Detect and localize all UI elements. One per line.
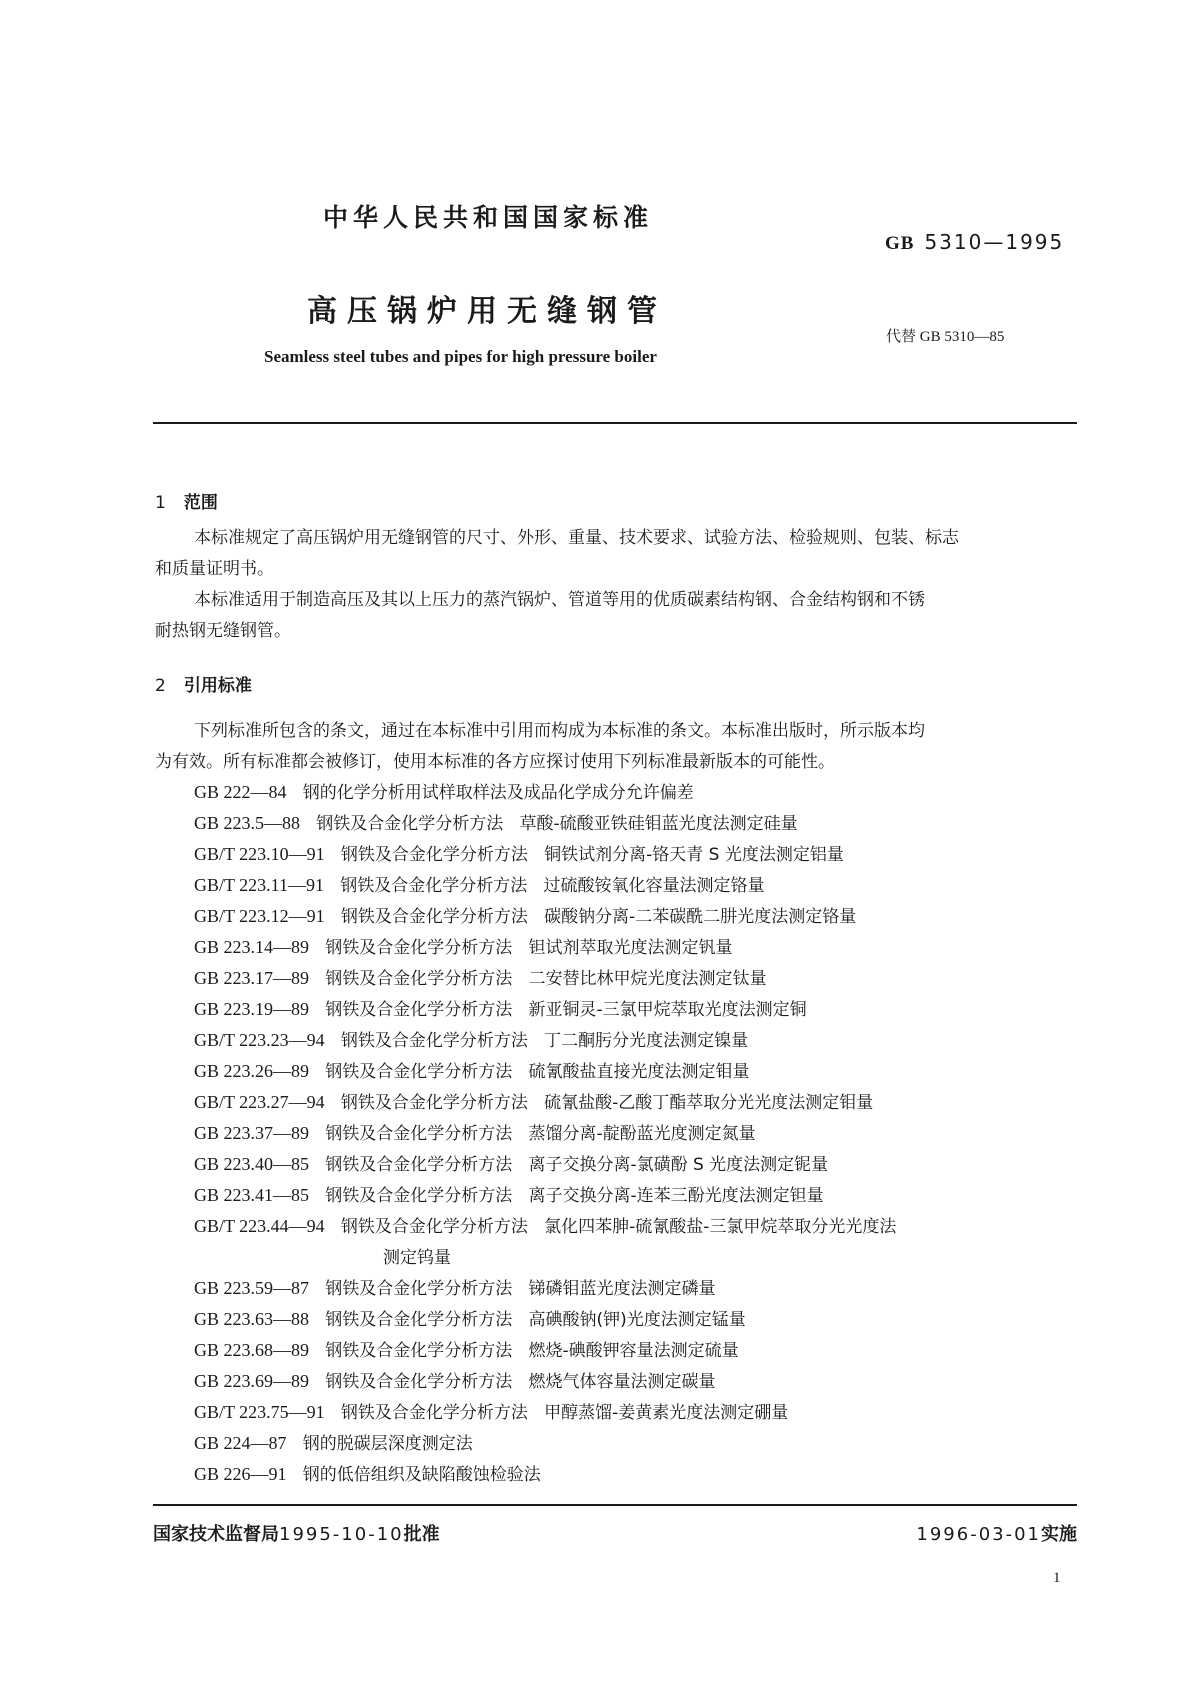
national-standard-heading: 中华人民共和国国家标准: [323, 203, 654, 232]
reference-item: GB 223.41—85 钢铁及合金化学分析方法 离子交换分离-连苯三酚光度法测定钽量: [194, 1185, 824, 1206]
replaces-standard: 代替 GB 5310—85: [886, 329, 1005, 345]
reference-item: GB/T 223.12—91 钢铁及合金化学分析方法 碳酸钠分离-二苯碳酰二肼光度法测定铬量: [194, 906, 857, 927]
reference-item: GB/T 223.11—91 钢铁及合金化学分析方法 过硫酸铵氧化容量法测定铬量: [194, 875, 765, 896]
section-heading-scope: 1 范围: [155, 493, 218, 513]
reference-item: GB/T 223.10—91 钢铁及合金化学分析方法 铜铁试剂分离-铬天青 S 光度法测定铝量: [194, 844, 844, 865]
references-intro-line-2: 为有效。所有标准都会被修订，使用本标准的各方应探讨使用下列标准最新版本的可能性。: [155, 752, 835, 772]
reference-item: GB 223.69—89 钢铁及合金化学分析方法 燃烧气体容量法测定碳量: [194, 1371, 716, 1392]
standard-number-value: 5310—1995: [924, 230, 1065, 254]
reference-item: GB 223.63—88 钢铁及合金化学分析方法 高碘酸钠(钾)光度法测定锰量: [194, 1309, 746, 1330]
scope-paragraph-1-line-1: 本标准规定了高压锅炉用无缝钢管的尺寸、外形、重量、技术要求、试验方法、检验规则、包装、标志: [194, 528, 959, 548]
standard-prefix: GB: [885, 233, 915, 254]
references-intro-line-1: 下列标准所包含的条文，通过在本标准中引用而构成为本标准的条文。本标准出版时，所示版本均: [194, 721, 925, 741]
reference-item: GB 223.5—88 钢铁及合金化学分析方法 草酸-硫酸亚铁硅钼蓝光度法测定硅量: [194, 813, 798, 834]
header-divider: [153, 422, 1077, 424]
reference-item: GB 223.59—87 钢铁及合金化学分析方法 锑磷钼蓝光度法测定磷量: [194, 1278, 716, 1299]
reference-item: GB 223.17—89 钢铁及合金化学分析方法 二安替比林甲烷光度法测定钛量: [194, 968, 767, 989]
reference-item: GB 223.40—85 钢铁及合金化学分析方法 离子交换分离-氯磺酚 S 光度法测定铌量: [194, 1154, 829, 1175]
reference-item: GB 223.19—89 钢铁及合金化学分析方法 新亚铜灵-三氯甲烷萃取光度法测定铜: [194, 999, 807, 1020]
document-title-en: Seamless steel tubes and pipes for high pressure boiler: [264, 347, 657, 366]
approval-statement: 国家技术监督局1995-10-10批准: [153, 1524, 440, 1545]
scope-paragraph-1-line-2: 和质量证明书。: [155, 559, 274, 579]
reference-item: GB 223.68—89 钢铁及合金化学分析方法 燃烧-碘酸钾容量法测定硫量: [194, 1340, 739, 1361]
footer-divider: [153, 1504, 1077, 1506]
reference-item: GB 223.37—89 钢铁及合金化学分析方法 蒸馏分离-靛酚蓝光度测定氮量: [194, 1123, 756, 1144]
standard-number: [885, 230, 1064, 255]
page-number: 1: [1053, 1570, 1061, 1586]
reference-item-continuation: 测定钨量: [383, 1248, 451, 1268]
reference-item: GB/T 223.23—94 钢铁及合金化学分析方法 丁二酮肟分光度法测定镍量: [194, 1030, 749, 1051]
reference-item: GB 224—87 钢的脱碳层深度测定法: [194, 1433, 473, 1454]
reference-item: GB/T 223.27—94 钢铁及合金化学分析方法 硫氰盐酸-乙酸丁酯萃取分光光度法测定钼量: [194, 1092, 874, 1113]
scope-paragraph-2-line-1: 本标准适用于制造高压及其以上压力的蒸汽锅炉、管道等用的优质碳素结构钢、合金结构钢和不锈: [194, 590, 925, 610]
document-title-cn: 高压锅炉用无缝钢管: [307, 294, 667, 329]
reference-item: GB 223.14—89 钢铁及合金化学分析方法 钽试剂萃取光度法测定钒量: [194, 937, 733, 958]
section-heading-normative-references: 2 引用标准: [155, 676, 252, 696]
reference-item: GB 223.26—89 钢铁及合金化学分析方法 硫氰酸盐直接光度法测定钼量: [194, 1061, 750, 1082]
reference-item: GB 226—91 钢的低倍组织及缺陷酸蚀检验法: [194, 1464, 541, 1485]
reference-item: GB/T 223.44—94 钢铁及合金化学分析方法 氯化四苯胂-硫氰酸盐-三氯甲烷萃取分光光度法: [194, 1216, 897, 1237]
reference-item: GB/T 223.75—91 钢铁及合金化学分析方法 甲醇蒸馏-姜黄素光度法测定硼量: [194, 1402, 789, 1423]
effective-statement: 1996-03-01实施: [916, 1524, 1077, 1545]
scope-paragraph-2-line-2: 耐热钢无缝钢管。: [155, 621, 291, 641]
reference-item: GB 222—84 钢的化学分析用试样取样法及成品化学成分允许偏差: [194, 782, 694, 803]
